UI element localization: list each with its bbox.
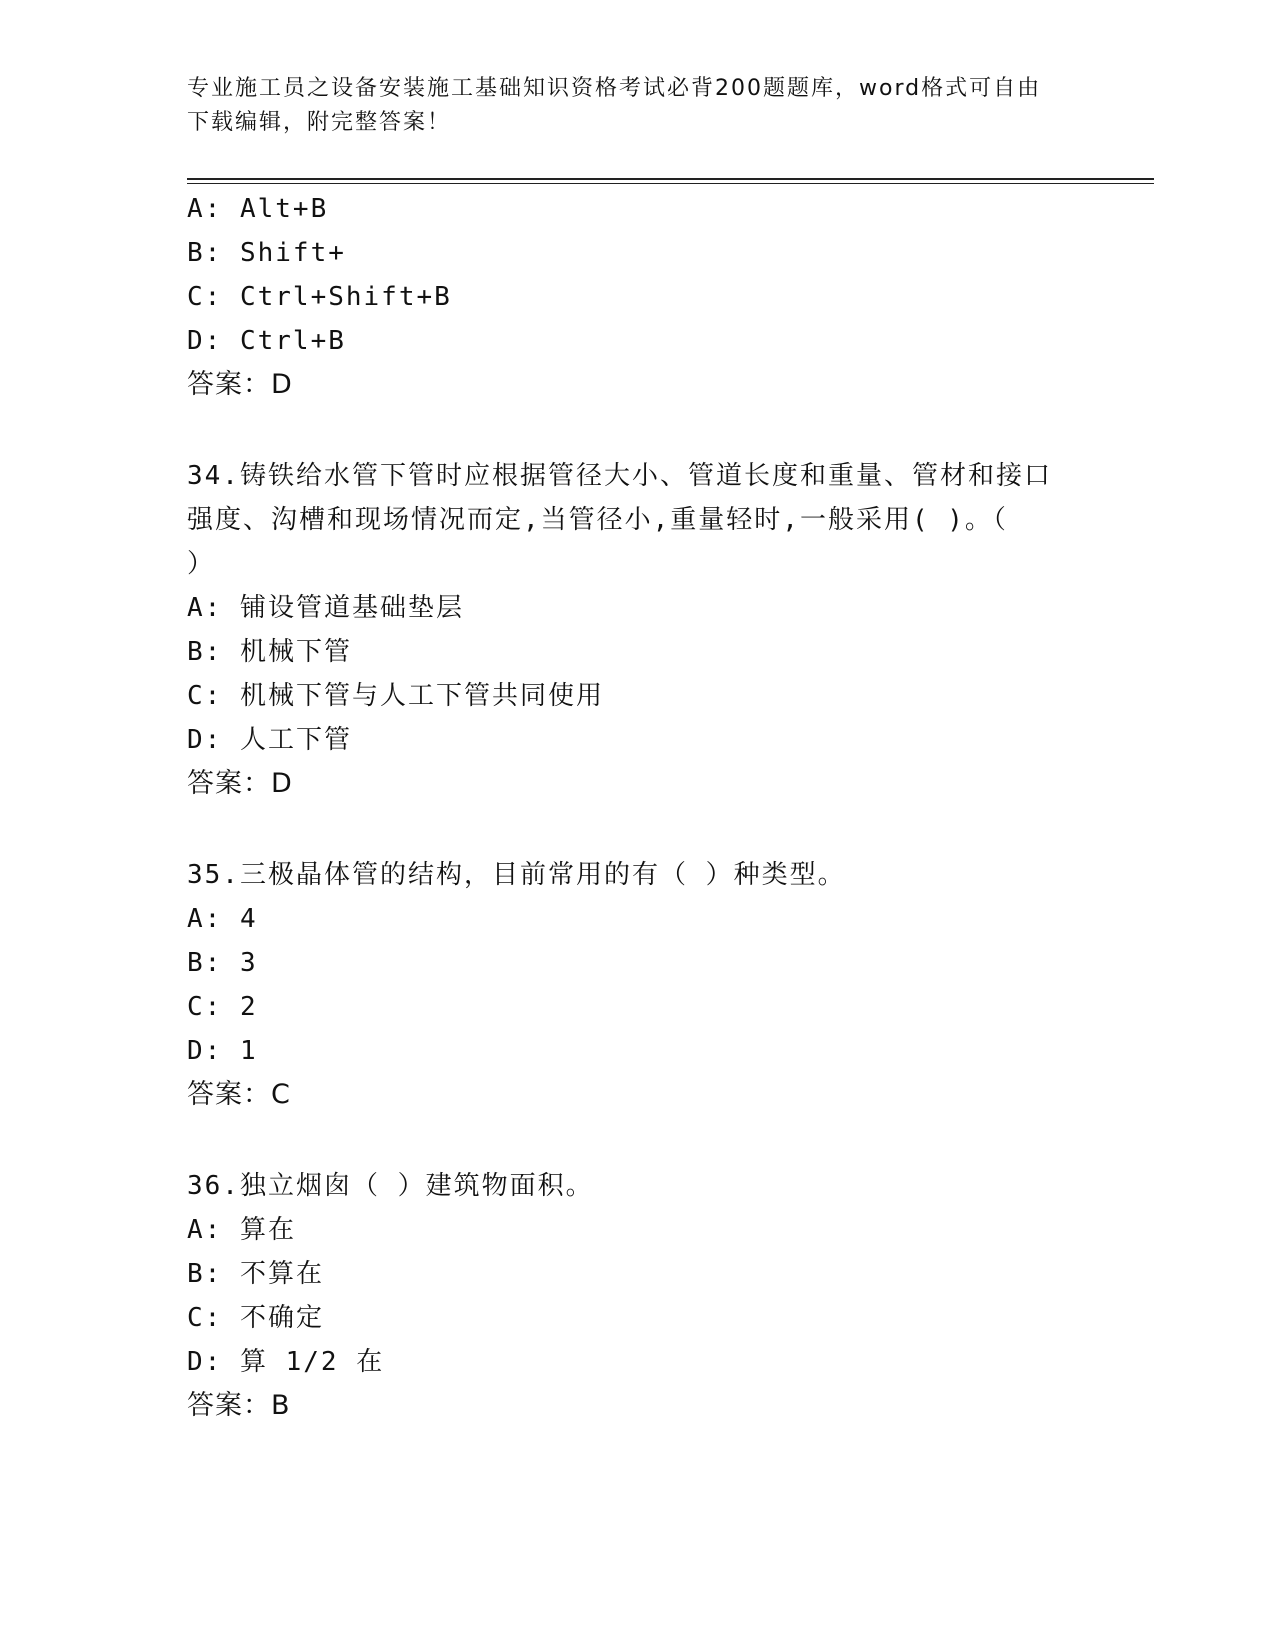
q33-option-a: A: Alt+B [187, 194, 329, 224]
header-line-1: 专业施工员之设备安装施工基础知识资格考试必背200题题库，word格式可自由 [187, 76, 1042, 101]
q36-option-b: B: 不算在 [187, 1259, 324, 1289]
q33-option-d: D: Ctrl+B [187, 326, 346, 356]
q34-stem-line-1: 34.铸铁给水管下管时应根据管径大小、管道长度和重量、管材和接口 [187, 461, 1052, 491]
q35-option-b: B: 3 [187, 948, 258, 978]
q33-option-b: B: Shift+ [187, 238, 346, 268]
header-line-2: 下载编辑，附完整答案！ [187, 110, 452, 135]
q34-stem-line-3: ） [187, 549, 216, 579]
q34-option-a: A: 铺设管道基础垫层 [187, 593, 464, 623]
document-header [187, 72, 1087, 140]
q36-stem-line-1: 36.独立烟囱（ ）建筑物面积。 [187, 1171, 594, 1201]
header-divider-thick [187, 178, 1154, 180]
q35-stem-line-1: 35.三极晶体管的结构，目前常用的有（ ）种类型。 [187, 860, 846, 890]
q34-stem-line-2: 强度、沟槽和现场情况而定,当管径小,重量轻时,一般采用( )。（ [187, 505, 1008, 535]
q34-option-b: B: 机械下管 [187, 637, 352, 667]
q35-option-a: A: 4 [187, 904, 258, 934]
q34-option-d: D: 人工下管 [187, 725, 352, 755]
q34-answer: 答案：D [187, 768, 293, 799]
q34-option-c: C: 机械下管与人工下管共同使用 [187, 681, 604, 711]
q36-option-a: A: 算在 [187, 1215, 296, 1245]
header-divider-thin [187, 183, 1154, 184]
q36-option-c: C: 不确定 [187, 1303, 324, 1333]
q35-option-d: D: 1 [187, 1036, 258, 1066]
q35-option-c: C: 2 [187, 992, 258, 1022]
q33-option-c: C: Ctrl+Shift+B [187, 282, 452, 312]
q36-option-d: D: 算 1/2 在 [187, 1347, 385, 1377]
q36-answer: 答案：B [187, 1390, 291, 1421]
q35-answer: 答案：C [187, 1079, 291, 1110]
q33-answer: 答案：D [187, 369, 293, 400]
